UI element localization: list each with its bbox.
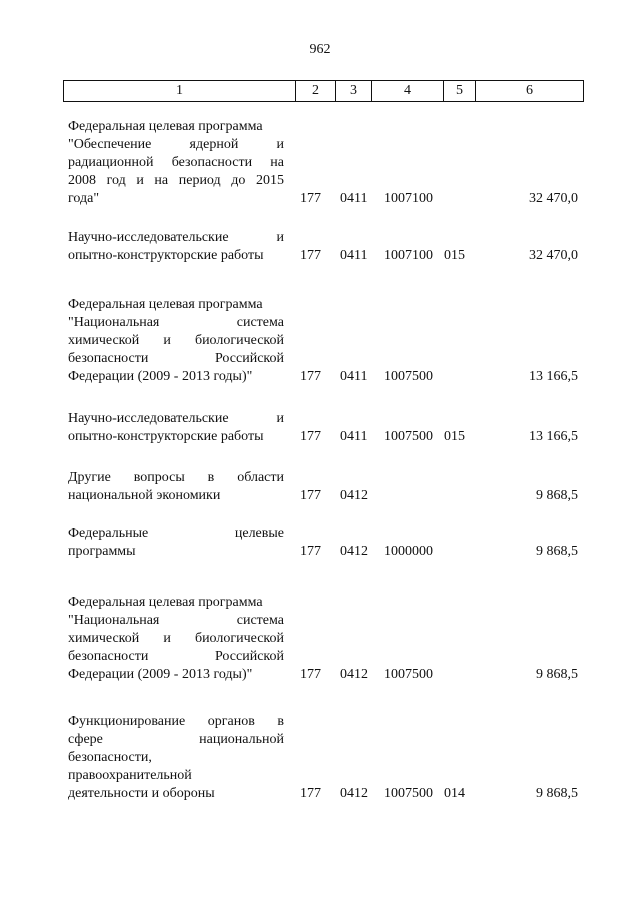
row-name-line: сфере национальной — [68, 732, 284, 747]
row-name-line: года" — [68, 191, 100, 206]
code-section: 0412 — [340, 544, 368, 559]
column-header-4: 4 — [372, 81, 444, 102]
row-name-line: Другие вопросы в области — [68, 470, 284, 485]
row-name-line: Федеральные целевые — [68, 526, 284, 541]
row-name-line: "Национальная система — [68, 613, 284, 628]
row-name — [68, 296, 284, 386]
row-name-line: Федеральная целевая программа — [68, 595, 263, 610]
code-target: 1007100 — [384, 191, 433, 206]
amount: 9 868,5 — [536, 786, 578, 801]
table-row — [0, 469, 640, 505]
table-row — [0, 713, 640, 803]
code-section: 0411 — [340, 248, 368, 263]
row-name-line: безопасности Российской — [68, 649, 284, 664]
row-name-line: национальной экономики — [68, 488, 221, 503]
table-row — [0, 594, 640, 684]
row-name-line: "Обеспечение ядерной и — [68, 137, 284, 152]
code-gov: 177 — [300, 488, 321, 503]
amount: 9 868,5 — [536, 544, 578, 559]
column-header-row — [64, 81, 584, 102]
code-section: 0412 — [340, 488, 368, 503]
row-name-line: Федеральная целевая программа — [68, 297, 263, 312]
row-name-line: "Национальная система — [68, 315, 284, 330]
table-row — [0, 410, 640, 446]
column-header-5: 5 — [444, 81, 476, 102]
code-target: 1007100 — [384, 248, 433, 263]
row-name-line: Научно-исследовательские и — [68, 411, 284, 426]
code-target: 1007500 — [384, 429, 433, 444]
table-row — [0, 118, 640, 208]
code-target: 1007500 — [384, 369, 433, 384]
code-expense: 014 — [444, 786, 465, 801]
amount: 13 166,5 — [529, 369, 578, 384]
page-number: 962 — [309, 42, 331, 57]
table-row — [0, 525, 640, 561]
code-section: 0411 — [340, 429, 368, 444]
row-name-line: радиационной безопасности на — [68, 155, 284, 170]
row-name — [68, 118, 284, 208]
code-gov: 177 — [300, 667, 321, 682]
amount: 13 166,5 — [529, 429, 578, 444]
code-gov: 177 — [300, 369, 321, 384]
code-gov: 177 — [300, 544, 321, 559]
row-name-line: Научно-исследовательские и — [68, 230, 284, 245]
amount: 32 470,0 — [529, 248, 578, 263]
row-name-line: правоохранительной — [68, 768, 192, 783]
code-section: 0411 — [340, 191, 368, 206]
code-gov: 177 — [300, 429, 321, 444]
code-target: 1007500 — [384, 786, 433, 801]
row-name-line: безопасности Российской — [68, 351, 284, 366]
code-section: 0412 — [340, 667, 368, 682]
amount: 9 868,5 — [536, 667, 578, 682]
amount: 9 868,5 — [536, 488, 578, 503]
column-header-2: 2 — [296, 81, 336, 102]
row-name-line: Федеральная целевая программа — [68, 119, 263, 134]
row-name — [68, 410, 284, 446]
table-row — [0, 229, 640, 265]
row-name-line: Федерации (2009 - 2013 годы)" — [68, 667, 253, 682]
row-name-line: опытно-конструкторские работы — [68, 248, 264, 263]
code-expense: 015 — [444, 248, 465, 263]
code-section: 0411 — [340, 369, 368, 384]
row-name-line: безопасности, — [68, 750, 152, 765]
code-gov: 177 — [300, 248, 321, 263]
row-name-line: 2008 год и на период до 2015 — [68, 173, 284, 188]
code-target: 1007500 — [384, 667, 433, 682]
row-name — [68, 525, 284, 561]
table-row — [0, 296, 640, 386]
row-name-line: Функционирование органов в — [68, 714, 284, 729]
column-header-table — [63, 80, 584, 102]
row-name-line: программы — [68, 544, 136, 559]
code-section: 0412 — [340, 786, 368, 801]
column-header-1: 1 — [64, 81, 296, 102]
row-name-line: опытно-конструкторские работы — [68, 429, 264, 444]
code-gov: 177 — [300, 191, 321, 206]
code-target: 1000000 — [384, 544, 433, 559]
code-gov: 177 — [300, 786, 321, 801]
row-name — [68, 713, 284, 803]
row-name — [68, 594, 284, 684]
row-name-line: химической и биологической — [68, 333, 284, 348]
amount: 32 470,0 — [529, 191, 578, 206]
column-header-6: 6 — [476, 81, 584, 102]
row-name-line: Федерации (2009 - 2013 годы)" — [68, 369, 253, 384]
code-expense: 015 — [444, 429, 465, 444]
row-name — [68, 229, 284, 265]
row-name — [68, 469, 284, 505]
row-name-line: химической и биологической — [68, 631, 284, 646]
column-header-3: 3 — [336, 81, 372, 102]
row-name-line: деятельности и обороны — [68, 786, 215, 801]
